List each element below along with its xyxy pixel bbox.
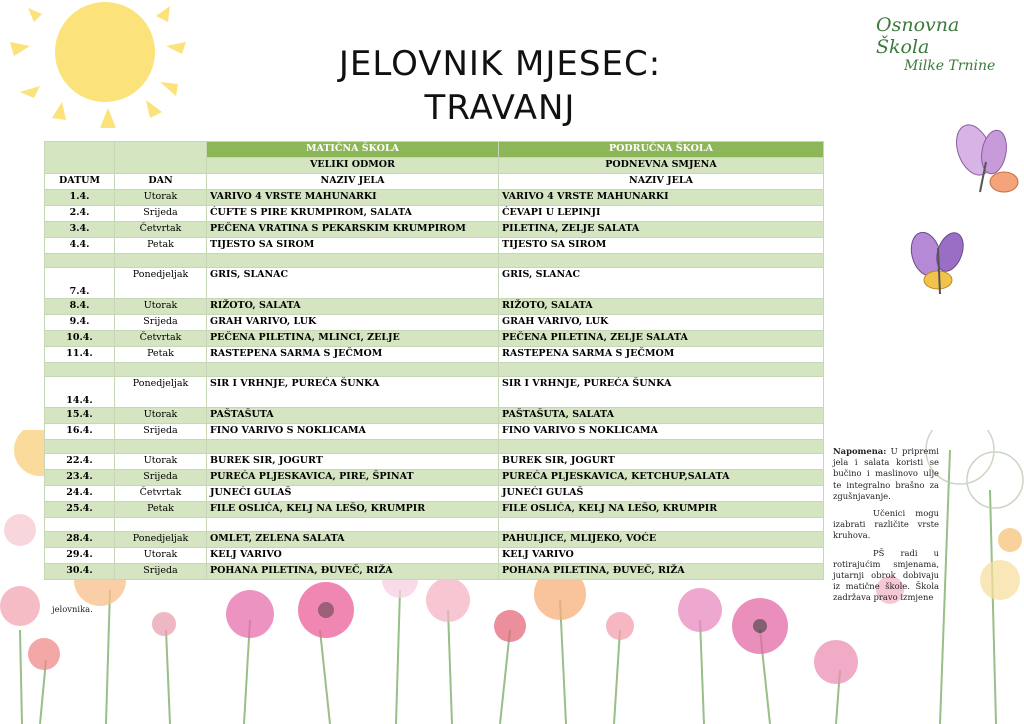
table-columns-row <box>45 174 824 190</box>
butterfly-illustration <box>950 122 1022 200</box>
cell-date: 7.4. <box>45 268 115 299</box>
cell-day <box>115 254 207 268</box>
cell-meal-maticna: PEČENA VRATINA S PEKARSKIM KRUMPIROM <box>207 222 499 238</box>
cell-date: 10.4. <box>45 331 115 347</box>
column-header-dan: DAN <box>115 174 207 190</box>
title-line-2: TRAVANJ <box>424 88 576 128</box>
table-row <box>45 424 824 440</box>
cell-meal-maticna: SIR I VRHNJE, PUREĆA ŠUNKA <box>207 377 499 408</box>
menu-body <box>45 190 824 580</box>
table-row <box>45 518 824 532</box>
sun-illustration <box>0 0 200 150</box>
cell-date: 15.4. <box>45 408 115 424</box>
cell-meal-podrucna: POHANA PILETINA, ĐUVEČ, RIŽA <box>499 564 824 580</box>
cell-day: Petak <box>115 502 207 518</box>
table-row <box>45 238 824 254</box>
cell-meal-podrucna: BUREK SIR, JOGURT <box>499 454 824 470</box>
cell-meal-podrucna <box>499 440 824 454</box>
cell-date: 22.4. <box>45 454 115 470</box>
cell-date <box>45 518 115 532</box>
cell-date <box>45 363 115 377</box>
cell-meal-podrucna: PAŠTAŠUTA, SALATA <box>499 408 824 424</box>
cell-meal-podrucna <box>499 254 824 268</box>
table-row <box>45 254 824 268</box>
table-row <box>45 331 824 347</box>
cell-day <box>115 363 207 377</box>
cell-meal-maticna <box>207 518 499 532</box>
butterfly-illustration-2 <box>906 228 974 302</box>
table-row <box>45 347 824 363</box>
cell-meal-podrucna: FINO VARIVO S NOKLICAMA <box>499 424 824 440</box>
cell-meal-podrucna: GRIS, SLANAC <box>499 268 824 299</box>
column-header-datum: DATUM <box>45 174 115 190</box>
cell-date: 23.4. <box>45 470 115 486</box>
cell-date: 29.4. <box>45 548 115 564</box>
cell-meal-maticna <box>207 363 499 377</box>
table-row <box>45 377 824 408</box>
table-row <box>45 408 824 424</box>
column-header-naziv-jela-podrucna: NAZIV JELA <box>499 174 824 190</box>
cell-meal-maticna: OMLET, ZELENA SALATA <box>207 532 499 548</box>
header-maticna-skola: MATIČNA ŠKOLA <box>207 142 499 158</box>
header-podrucna-skola: PODRUČNA ŠKOLA <box>499 142 824 158</box>
cell-meal-podrucna <box>499 518 824 532</box>
cell-meal-maticna: RIŽOTO, SALATA <box>207 299 499 315</box>
cell-meal-podrucna: TIJESTO SA SIROM <box>499 238 824 254</box>
cell-meal-maticna: PAŠTAŠUTA <box>207 408 499 424</box>
cell-meal-maticna <box>207 254 499 268</box>
table-row <box>45 564 824 580</box>
cell-meal-maticna: FILE OSLIĆA, KELJ NA LEŠO, KRUMPIR <box>207 502 499 518</box>
logo-line-2: Milke Trnine <box>904 58 996 74</box>
table-row <box>45 363 824 377</box>
note-paragraph-1: U pripremi jela i salata koristi se bučino i maslinovo ulje te integralno brašno za zgušnjavanje. <box>833 446 939 501</box>
table-row <box>45 502 824 518</box>
cell-day: Utorak <box>115 454 207 470</box>
table-row <box>45 268 824 299</box>
cell-meal-podrucna: GRAH VARIVO, LUK <box>499 315 824 331</box>
cell-day: Četvrtak <box>115 222 207 238</box>
cell-date: 3.4. <box>45 222 115 238</box>
cell-date: 25.4. <box>45 502 115 518</box>
cell-meal-maticna <box>207 440 499 454</box>
cell-date: 11.4. <box>45 347 115 363</box>
header-empty-cell <box>45 142 115 174</box>
cell-date <box>45 254 115 268</box>
cell-meal-podrucna: FILE OSLIĆA, KELJ NA LEŠO, KRUMPIR <box>499 502 824 518</box>
table-row <box>45 548 824 564</box>
note-label: Napomena: <box>833 446 887 456</box>
cell-meal-podrucna: RASTEPENA SARMA S JEČMOM <box>499 347 824 363</box>
header-veliki-odmor: VELIKI ODMOR <box>207 158 499 174</box>
header-empty-cell-2 <box>115 142 207 174</box>
header-podnevna-smjena: PODNEVNA SMJENA <box>499 158 824 174</box>
cell-day <box>115 440 207 454</box>
cell-day: Četvrtak <box>115 331 207 347</box>
cell-day: Petak <box>115 238 207 254</box>
table-row <box>45 440 824 454</box>
cell-day: Srijeda <box>115 470 207 486</box>
table-row <box>45 532 824 548</box>
table-row <box>45 486 824 502</box>
cell-meal-maticna: GRAH VARIVO, LUK <box>207 315 499 331</box>
cell-date: 16.4. <box>45 424 115 440</box>
note-box <box>833 446 939 604</box>
cell-meal-podrucna: VARIVO 4 VRSTE MAHUNARKI <box>499 190 824 206</box>
cell-meal-maticna: TIJESTO SA SIROM <box>207 238 499 254</box>
title-line-1: JELOVNIK MJESEC: <box>338 44 662 84</box>
table-row <box>45 315 824 331</box>
table-row <box>45 454 824 470</box>
cell-day: Utorak <box>115 190 207 206</box>
cell-meal-maticna: POHANA PILETINA, ĐUVEČ, RIŽA <box>207 564 499 580</box>
cell-date: 14.4. <box>45 377 115 408</box>
table-row <box>45 206 824 222</box>
cell-meal-podrucna: PAHULJICE, MLIJEKO, VOĆE <box>499 532 824 548</box>
cell-day: Ponedjeljak <box>115 532 207 548</box>
cell-day: Petak <box>115 347 207 363</box>
cell-day: Srijeda <box>115 206 207 222</box>
cell-date: 8.4. <box>45 299 115 315</box>
cell-day: Srijeda <box>115 564 207 580</box>
note-paragraph-2: Učenici mogu izabrati različite vrste kruhova. <box>833 508 939 541</box>
cell-meal-podrucna: SIR I VRHNJE, PUREĆA ŠUNKA <box>499 377 824 408</box>
cell-day: Četvrtak <box>115 486 207 502</box>
cell-day <box>115 518 207 532</box>
cell-meal-podrucna: PILETINA, ZELJE SALATA <box>499 222 824 238</box>
cell-meal-maticna: GRIS, SLANAC <box>207 268 499 299</box>
cell-meal-maticna: JUNEĆI GULAŠ <box>207 486 499 502</box>
cell-date: 28.4. <box>45 532 115 548</box>
cell-meal-podrucna: ĆEVAPI U LEPINJI <box>499 206 824 222</box>
table-row <box>45 470 824 486</box>
column-header-naziv-jela-maticna: NAZIV JELA <box>207 174 499 190</box>
table-row <box>45 190 824 206</box>
cell-date: 1.4. <box>45 190 115 206</box>
school-logo <box>876 14 1016 74</box>
cell-date: 30.4. <box>45 564 115 580</box>
cell-meal-maticna: ĆUFTE S PIRE KRUMPIROM, SALATA <box>207 206 499 222</box>
cell-meal-podrucna: JUNEĆI GULAŠ <box>499 486 824 502</box>
cell-meal-podrucna: PUREĆA PLJESKAVICA, KETCHUP,SALATA <box>499 470 824 486</box>
cell-meal-maticna: PEČENA PILETINA, MLINCI, ZELJE <box>207 331 499 347</box>
table-row <box>45 222 824 238</box>
cell-meal-maticna: BUREK SIR, JOGURT <box>207 454 499 470</box>
cell-day: Utorak <box>115 299 207 315</box>
cell-meal-maticna: RASTEPENA SARMA S JEČMOM <box>207 347 499 363</box>
logo-line-1: Osnovna Škola <box>876 14 960 58</box>
cell-date: 2.4. <box>45 206 115 222</box>
note-tail: jelovnika. <box>52 604 93 614</box>
cell-meal-podrucna <box>499 363 824 377</box>
page-title <box>300 42 700 130</box>
cell-day: Utorak <box>115 408 207 424</box>
cell-meal-podrucna: KELJ VARIVO <box>499 548 824 564</box>
cell-meal-podrucna: PEČENA PILETINA, ZELJE SALATA <box>499 331 824 347</box>
cell-date: 9.4. <box>45 315 115 331</box>
cell-date: 4.4. <box>45 238 115 254</box>
cell-meal-podrucna: RIŽOTO, SALATA <box>499 299 824 315</box>
table-row <box>45 299 824 315</box>
cell-meal-maticna: KELJ VARIVO <box>207 548 499 564</box>
cell-day: Srijeda <box>115 424 207 440</box>
cell-date: 24.4. <box>45 486 115 502</box>
cell-meal-maticna: VARIVO 4 VRSTE MAHUNARKI <box>207 190 499 206</box>
menu-table <box>44 141 824 580</box>
table-header-row <box>45 142 824 158</box>
note-paragraph-3: PŠ radi u rotirajućim smjenama, jutarnji obrok dobivaju iz matične škole. Škola zadržava pravo izmjene <box>833 547 939 603</box>
cell-day: Utorak <box>115 548 207 564</box>
cell-date <box>45 440 115 454</box>
cell-meal-maticna: PUREĆA PLJESKAVICA, PIRE, ŠPINAT <box>207 470 499 486</box>
cell-day: Ponedjeljak <box>115 268 207 299</box>
cell-day: Srijeda <box>115 315 207 331</box>
cell-meal-maticna: FINO VARIVO S NOKLICAMA <box>207 424 499 440</box>
cell-day: Ponedjeljak <box>115 377 207 408</box>
